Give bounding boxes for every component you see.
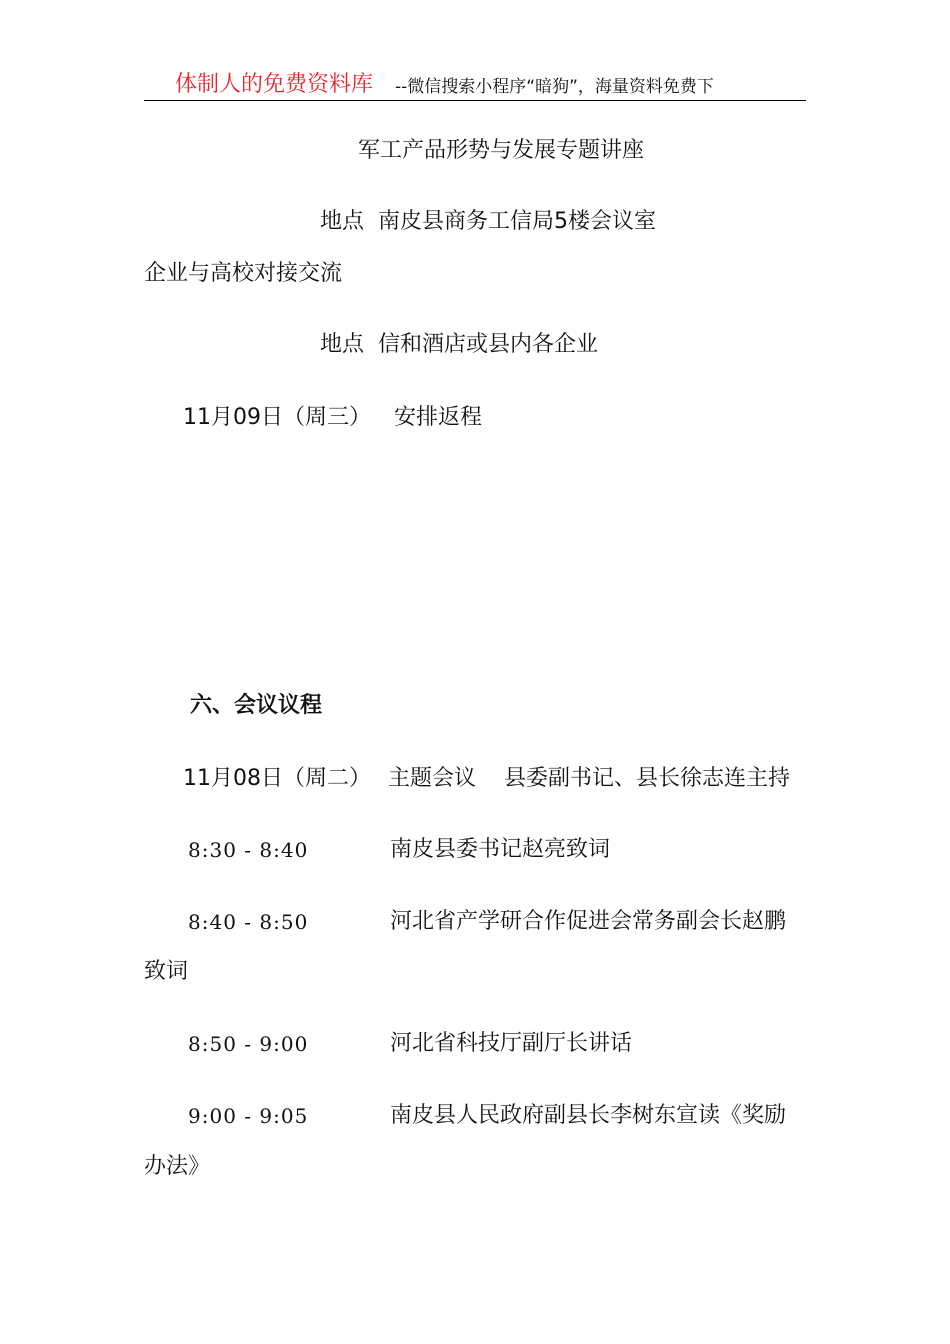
exchange-location-label: 地点 xyxy=(320,332,365,357)
agenda-item-text: 河北省科技厅副厅长讲话 xyxy=(390,1031,633,1056)
header-note: --微信搜索小程序“暗狗”，海量资料免费下 xyxy=(395,77,714,97)
lecture-location: 南皮县商务工信局5楼会议室 xyxy=(378,209,656,234)
agenda-day-host: 县委副书记、县长徐志连主持 xyxy=(504,766,791,791)
lecture-title: 军工产品形势与发展专题讲座 xyxy=(358,138,645,163)
header-divider xyxy=(144,100,806,101)
agenda-item-time: 8:40 - 8:50 xyxy=(188,910,309,934)
agenda-item-time: 8:50 - 9:00 xyxy=(188,1032,309,1056)
agenda-item-continuation: 致词 xyxy=(144,959,189,984)
agenda-item-text: 南皮县委书记赵亮致词 xyxy=(390,837,611,862)
agenda-item-time: 9:00 - 9:05 xyxy=(188,1104,309,1128)
return-date: 11月09日（周三） xyxy=(183,405,371,430)
exchange-title: 企业与高校对接交流 xyxy=(144,261,343,286)
agenda-heading: 六、会议议程 xyxy=(190,693,323,718)
exchange-location: 信和酒店或县内各企业 xyxy=(378,332,599,357)
agenda-item-text: 河北省产学研合作促进会常务副会长赵鹏 xyxy=(390,909,787,934)
return-text: 安排返程 xyxy=(394,405,483,430)
agenda-item-time: 8:30 - 8:40 xyxy=(188,838,309,862)
agenda-item-text: 南皮县人民政府副县长李树东宣读《奖励 xyxy=(390,1103,787,1128)
agenda-day-event: 主题会议 xyxy=(388,766,477,791)
agenda-item-continuation: 办法》 xyxy=(144,1154,211,1179)
header-brand: 体制人的免费资料库 xyxy=(175,72,374,97)
agenda-day-date: 11月08日（周二） xyxy=(183,766,371,791)
lecture-location-label: 地点 xyxy=(320,209,365,234)
